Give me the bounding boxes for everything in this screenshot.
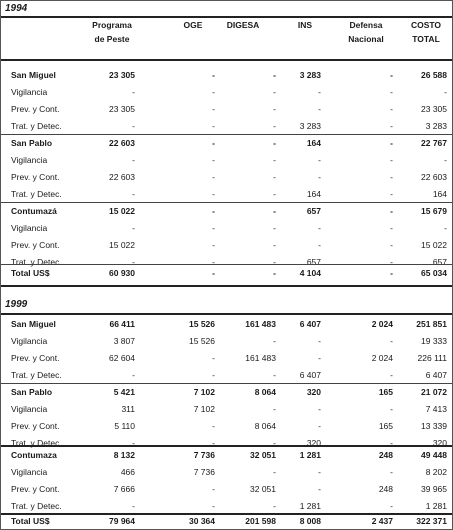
cell-value: - [390, 104, 393, 114]
cell-value: - [318, 467, 321, 477]
cell-value: 320 [306, 438, 321, 448]
cell-value: 39 965 [421, 484, 447, 494]
cell-value: 7 736 [193, 467, 215, 477]
cell-value: 49 448 [421, 450, 447, 460]
row-label: Contumaza [11, 450, 57, 460]
cell-value: 60 930 [109, 268, 135, 278]
cell-value: - [390, 172, 393, 182]
cell-value: 7 102 [193, 404, 215, 414]
cell-value: - [212, 121, 215, 131]
row-label: Trat. y Detec. [11, 370, 62, 380]
table-row [1, 135, 452, 152]
cell-value: 466 [120, 467, 135, 477]
header-defensa: Defensa Nacional [348, 20, 384, 44]
table-row [1, 333, 452, 350]
cell-value: 201 598 [245, 516, 276, 526]
cell-value: - [318, 104, 321, 114]
row-label: Vigilancia [11, 155, 48, 165]
cell-value: - [132, 257, 135, 267]
cell-value: 7 102 [193, 387, 215, 397]
table-row [1, 384, 452, 401]
cell-value: 8 064 [254, 421, 276, 431]
row-label: Prev. y Cont. [11, 421, 60, 431]
cell-value: - [390, 404, 393, 414]
cell-value: - [273, 189, 276, 199]
cell-value: - [132, 87, 135, 97]
cell-value: - [212, 240, 215, 250]
cell-value: 657 [306, 257, 321, 267]
cell-value: 22 603 [109, 138, 135, 148]
cell-value: - [273, 404, 276, 414]
cell-value: - [318, 155, 321, 165]
row-label: Vigilancia [11, 467, 48, 477]
cell-value: - [132, 121, 135, 131]
cell-value: 8 202 [425, 467, 447, 477]
year-label-1994: 1994 [5, 3, 28, 14]
header-ins: INS [297, 20, 313, 30]
cell-value: 248 [378, 484, 393, 494]
row-label: San Pablo [11, 138, 53, 148]
cell-value: 251 851 [416, 319, 447, 329]
row-label: Prev. y Cont. [11, 353, 60, 363]
cell-value: 161 483 [245, 353, 276, 363]
cell-value: - [318, 172, 321, 182]
cell-value: - [132, 501, 135, 511]
cell-value: - [444, 223, 447, 233]
row-label: Vigilancia [11, 404, 48, 414]
cell-value: 3 283 [299, 121, 321, 131]
cell-value: - [212, 268, 215, 278]
cell-value: 2 437 [371, 516, 393, 526]
cell-value: 15 022 [421, 240, 447, 250]
cell-value: - [273, 257, 276, 267]
cell-value: 3 283 [299, 70, 321, 80]
total-row [1, 513, 452, 530]
cell-value: - [212, 370, 215, 380]
row-label: Total US$ [11, 268, 50, 278]
table-row [1, 316, 452, 333]
table-row [1, 367, 452, 384]
cell-value: 165 [378, 387, 393, 397]
header-costo-total: COSTO TOTAL [410, 20, 442, 44]
cell-value: - [132, 155, 135, 165]
cell-value: - [212, 104, 215, 114]
cell-value: 2 024 [371, 353, 393, 363]
cell-value: 65 034 [421, 268, 447, 278]
row-label: Trat. y Detec. [11, 121, 62, 131]
table-row [1, 447, 452, 464]
cell-value: - [212, 438, 215, 448]
cell-value: - [273, 336, 276, 346]
row-label: Vigilancia [11, 336, 48, 346]
table-row [1, 464, 452, 481]
cell-value: - [212, 501, 215, 511]
cell-value: 62 604 [109, 353, 135, 363]
cell-value: - [273, 240, 276, 250]
cell-value: - [318, 87, 321, 97]
cell-value: - [273, 172, 276, 182]
divider [1, 285, 452, 287]
cell-value: - [132, 189, 135, 199]
cell-value: - [212, 257, 215, 267]
cell-value: 1 281 [299, 501, 321, 511]
cell-value: - [390, 467, 393, 477]
cell-value: 322 371 [416, 516, 447, 526]
cell-value: 21 072 [421, 387, 447, 397]
cell-value: 164 [306, 138, 321, 148]
cell-value: - [318, 336, 321, 346]
cell-value: - [273, 121, 276, 131]
cell-value: - [212, 70, 215, 80]
total-row [1, 265, 452, 282]
row-label: San Miguel [11, 70, 56, 80]
cell-value: 5 110 [114, 421, 135, 431]
cell-value: 1 281 [425, 501, 447, 511]
cell-value: 164 [432, 189, 447, 199]
cell-value: 15 022 [109, 240, 135, 250]
cell-value: - [318, 223, 321, 233]
cell-value: - [390, 257, 393, 267]
cell-value: 7 413 [425, 404, 447, 414]
cell-value: 22 767 [421, 138, 447, 148]
cell-value: - [444, 87, 447, 97]
cell-value: 320 [432, 438, 447, 448]
cell-value: - [212, 189, 215, 199]
cell-value: 22 603 [109, 172, 135, 182]
cell-value: 3 283 [425, 121, 447, 131]
row-label: Prev. y Cont. [11, 484, 60, 494]
table-row [1, 203, 452, 220]
cell-value: - [273, 104, 276, 114]
cell-value: 226 111 [417, 353, 447, 363]
cell-value: 248 [378, 450, 393, 460]
cell-value: 13 339 [421, 421, 447, 431]
cell-value: 1 281 [299, 450, 321, 460]
table-row [1, 350, 452, 367]
table-row [1, 118, 452, 135]
row-label: Trat. y Detec. [11, 189, 62, 199]
cell-value: - [212, 206, 215, 216]
cell-value: 8 008 [299, 516, 321, 526]
cell-value: - [318, 353, 321, 363]
cell-value: 66 411 [109, 319, 135, 329]
cell-value: - [273, 70, 276, 80]
divider [1, 313, 452, 315]
cell-value: 15 679 [421, 206, 447, 216]
table-row [1, 237, 452, 254]
cell-value: 4 104 [299, 268, 321, 278]
row-label: Prev. y Cont. [11, 172, 60, 182]
table-row [1, 401, 452, 418]
cell-value: - [390, 240, 393, 250]
cell-value: - [273, 438, 276, 448]
table-row [1, 186, 452, 203]
cell-value: 15 022 [109, 206, 135, 216]
cell-value: 165 [378, 421, 393, 431]
divider [1, 59, 452, 61]
cell-value: 32 051 [250, 450, 276, 460]
table-row [1, 169, 452, 186]
cell-value: - [212, 155, 215, 165]
cell-value: 5 421 [113, 387, 135, 397]
cell-value: - [390, 121, 393, 131]
cell-value: - [212, 223, 215, 233]
cell-value: 3 807 [113, 336, 135, 346]
row-label: Contumazá [11, 206, 57, 216]
table-row [1, 67, 452, 84]
cell-value: 6 407 [299, 319, 321, 329]
cell-value: - [390, 336, 393, 346]
cell-value: - [273, 87, 276, 97]
cell-value: - [212, 87, 215, 97]
cell-value: 164 [306, 189, 321, 199]
cell-value: - [273, 138, 276, 148]
cell-value: 79 964 [109, 516, 135, 526]
row-label: San Pablo [11, 387, 53, 397]
cell-value: 23 305 [421, 104, 447, 114]
row-label: Total US$ [11, 516, 50, 526]
cell-value: 23 305 [109, 104, 135, 114]
cell-value: 2 024 [371, 319, 393, 329]
cell-value: 22 603 [421, 172, 447, 182]
header-digesa: DIGESA [226, 20, 260, 30]
row-label: San Miguel [11, 319, 56, 329]
cell-value: 311 [121, 404, 135, 414]
cell-value: - [318, 421, 321, 431]
cell-value: - [390, 501, 393, 511]
row-label: Trat. y Detec. [11, 438, 62, 448]
cell-value: 161 483 [245, 319, 276, 329]
cell-value: 6 407 [299, 370, 321, 380]
cell-value: - [273, 370, 276, 380]
cell-value: - [273, 223, 276, 233]
cell-value: - [390, 223, 393, 233]
cell-value: - [212, 353, 215, 363]
row-label: Vigilancia [11, 223, 48, 233]
header-oge: OGE [183, 20, 203, 30]
cell-value: - [390, 155, 393, 165]
cell-value: 32 051 [250, 484, 276, 494]
cell-value: - [318, 484, 321, 494]
cell-value: 7 666 [113, 484, 135, 494]
cell-value: - [390, 189, 393, 199]
cell-value: 7 736 [193, 450, 215, 460]
cell-value: 19 333 [421, 336, 447, 346]
cell-value: - [273, 501, 276, 511]
cell-value: - [390, 138, 393, 148]
table-row [1, 481, 452, 498]
cell-value: - [212, 421, 215, 431]
year-label-1999: 1999 [5, 299, 28, 310]
cell-value: - [212, 484, 215, 494]
cell-value: - [273, 206, 276, 216]
cell-value: 8 064 [254, 387, 276, 397]
table-row [1, 220, 452, 237]
cell-value: - [273, 268, 276, 278]
cell-value: 15 526 [189, 319, 215, 329]
cell-value: 26 588 [421, 70, 447, 80]
cell-value: - [132, 438, 135, 448]
cell-value: - [390, 370, 393, 380]
cell-value: - [273, 155, 276, 165]
cell-value: - [212, 138, 215, 148]
cell-value: 8 132 [113, 450, 135, 460]
cell-value: 15 526 [189, 336, 215, 346]
cell-value: 657 [432, 257, 447, 267]
table-row [1, 418, 452, 435]
cell-value: - [444, 155, 447, 165]
cell-value: - [390, 87, 393, 97]
header-programa: Programa de Peste [92, 20, 132, 44]
cell-value: - [318, 240, 321, 250]
row-label: Vigilancia [11, 87, 48, 97]
cell-value: - [390, 206, 393, 216]
cell-value: - [273, 467, 276, 477]
cell-value: 6 407 [425, 370, 447, 380]
row-label: Trat. y Detec. [11, 501, 62, 511]
cell-value: - [390, 268, 393, 278]
table-row [1, 101, 452, 118]
cell-value: - [132, 223, 135, 233]
table-row [1, 84, 452, 101]
cell-value: 320 [306, 387, 321, 397]
cell-value: 23 305 [109, 70, 135, 80]
row-label: Prev. y Cont. [11, 104, 60, 114]
cell-value: 657 [306, 206, 321, 216]
cell-value: - [318, 404, 321, 414]
cell-value: - [390, 438, 393, 448]
cell-value: 30 364 [189, 516, 215, 526]
row-label: Prev. y Cont. [11, 240, 60, 250]
row-label: Trat. y Detec. [11, 257, 62, 267]
cell-value: - [212, 172, 215, 182]
table-row [1, 152, 452, 169]
cell-value: - [390, 70, 393, 80]
cell-value: - [132, 370, 135, 380]
